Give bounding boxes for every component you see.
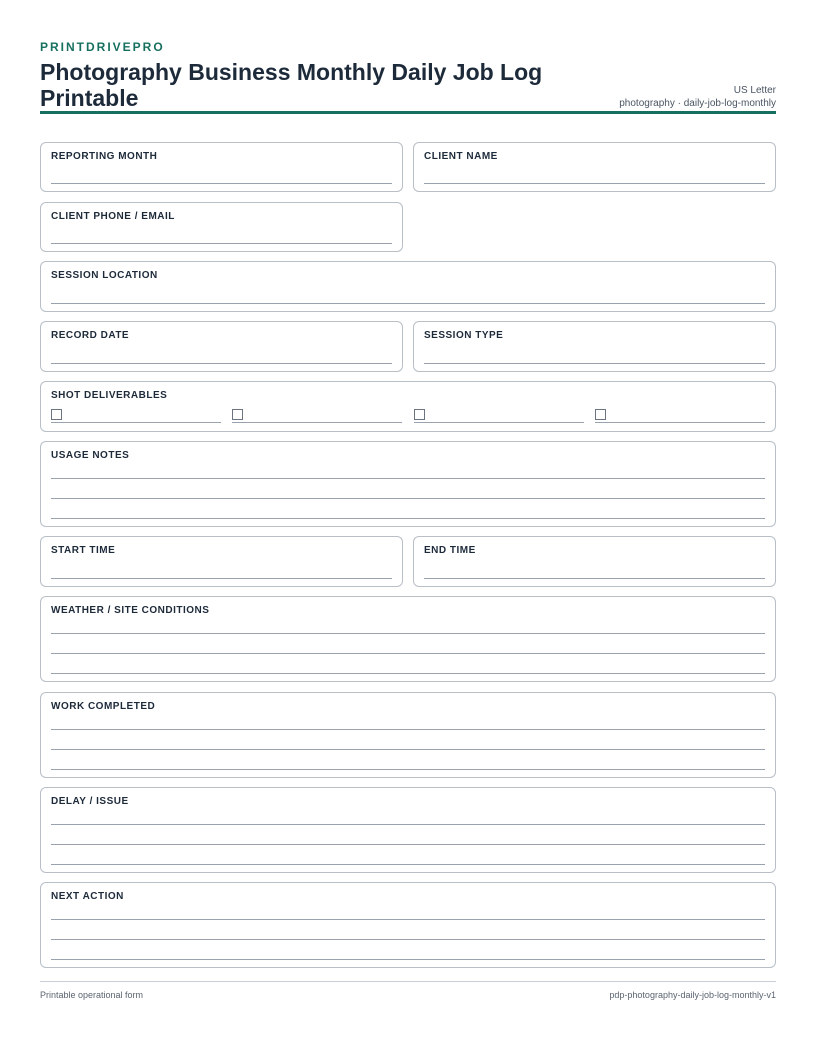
form-page: [40, 40, 776, 114]
write-line[interactable]: [51, 183, 392, 184]
page-footer: [40, 981, 776, 1000]
write-line[interactable]: [51, 959, 765, 960]
write-line[interactable]: [51, 578, 392, 579]
session-location-label: SESSION LOCATION: [51, 270, 158, 281]
reporting-month-label: REPORTING MONTH: [51, 151, 158, 162]
write-line[interactable]: [232, 422, 402, 423]
reporting-month-field[interactable]: [40, 142, 403, 192]
usage-notes-field[interactable]: [40, 441, 776, 527]
record-date-label: RECORD DATE: [51, 330, 130, 341]
weather-field[interactable]: [40, 596, 776, 682]
write-line[interactable]: [51, 673, 765, 674]
start-time-label: START TIME: [51, 545, 116, 556]
deliverable-checkbox[interactable]: [595, 409, 606, 420]
client-name-field[interactable]: [413, 142, 776, 192]
write-line[interactable]: [51, 478, 765, 479]
deliverable-checkbox[interactable]: [414, 409, 425, 420]
next-action-field[interactable]: [40, 882, 776, 968]
client-name-label: CLIENT NAME: [424, 151, 498, 162]
write-line[interactable]: [51, 824, 765, 825]
write-line[interactable]: [424, 363, 765, 364]
write-line[interactable]: [51, 303, 765, 304]
write-line[interactable]: [51, 633, 765, 634]
work-completed-field[interactable]: [40, 692, 776, 778]
page-title: Photography Business Monthly Daily Job Log Printable: [40, 59, 543, 111]
write-line[interactable]: [51, 749, 765, 750]
work-completed-label: WORK COMPLETED: [51, 701, 156, 712]
write-line[interactable]: [51, 939, 765, 940]
record-date-field[interactable]: [40, 321, 403, 372]
write-line[interactable]: [424, 578, 765, 579]
deliverable-checkbox[interactable]: [51, 409, 62, 420]
delay-issue-label: DELAY / ISSUE: [51, 796, 129, 807]
write-line[interactable]: [51, 363, 392, 364]
write-line[interactable]: [424, 183, 765, 184]
write-line[interactable]: [51, 243, 392, 244]
write-line[interactable]: [51, 844, 765, 845]
shot-deliverables-field: [40, 381, 776, 432]
write-line[interactable]: [51, 864, 765, 865]
usage-notes-label: USAGE NOTES: [51, 450, 130, 461]
session-location-field[interactable]: [40, 261, 776, 312]
deliverable-checkbox[interactable]: [232, 409, 243, 420]
footer-form-id: pdp-photography-daily-job-log-monthly-v1: [609, 990, 776, 1000]
write-line[interactable]: [51, 422, 221, 423]
footer-left-text: Printable operational form: [40, 990, 144, 1000]
write-line[interactable]: [51, 919, 765, 920]
write-line[interactable]: [51, 518, 765, 519]
write-line[interactable]: [51, 653, 765, 654]
header: [40, 40, 776, 114]
delay-issue-field[interactable]: [40, 787, 776, 873]
end-time-field[interactable]: [413, 536, 776, 587]
form-tags: photography · daily-job-log-monthly: [619, 98, 776, 109]
client-contact-field[interactable]: [40, 202, 403, 252]
write-line[interactable]: [414, 422, 584, 423]
write-line[interactable]: [51, 498, 765, 499]
end-time-label: END TIME: [424, 545, 476, 556]
brand-name: PRINTDRIVEPRO: [40, 40, 165, 54]
session-type-label: SESSION TYPE: [424, 330, 504, 341]
header-meta: [619, 84, 776, 110]
session-type-field[interactable]: [413, 321, 776, 372]
write-line[interactable]: [51, 769, 765, 770]
write-line[interactable]: [51, 729, 765, 730]
write-line[interactable]: [595, 422, 765, 423]
start-time-field[interactable]: [40, 536, 403, 587]
weather-label: WEATHER / SITE CONDITIONS: [51, 605, 210, 616]
client-contact-label: CLIENT PHONE / EMAIL: [51, 211, 175, 222]
paper-size: US Letter: [733, 85, 776, 96]
next-action-label: NEXT ACTION: [51, 891, 124, 902]
shot-deliverables-label: SHOT DELIVERABLES: [51, 390, 168, 401]
